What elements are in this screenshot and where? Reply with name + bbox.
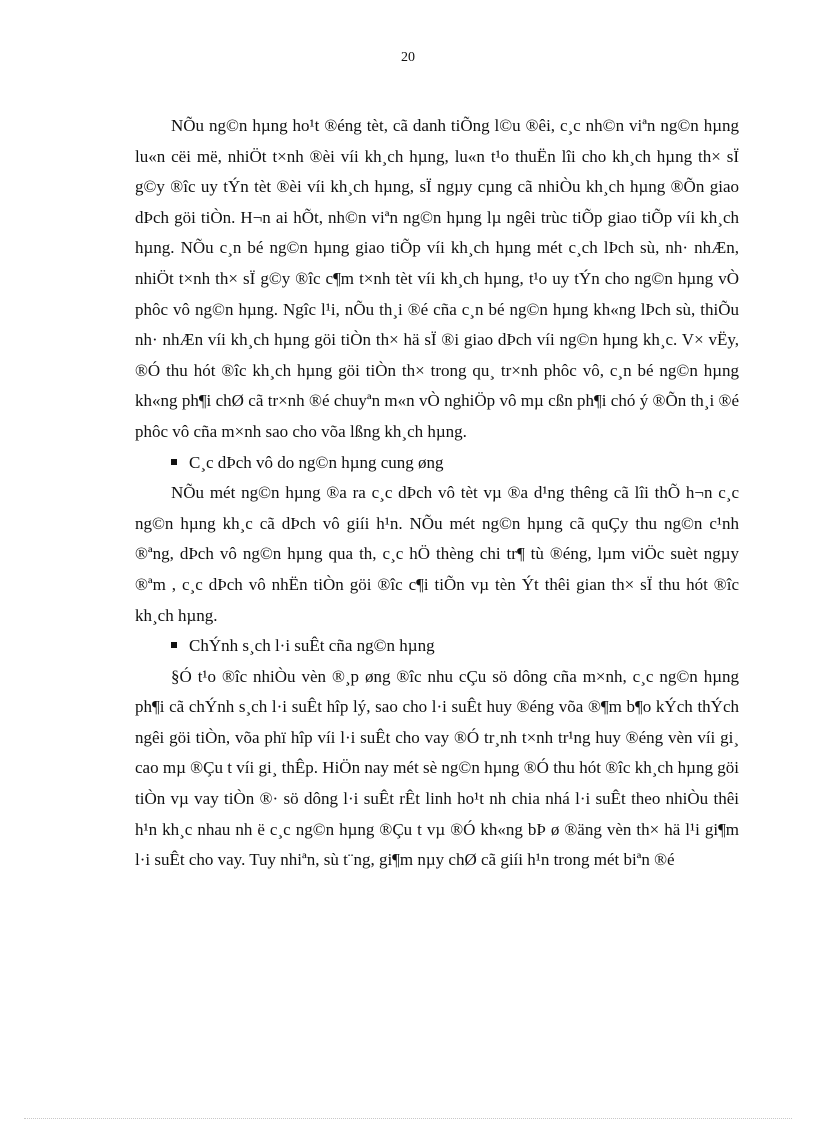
bullet-label: C¸c dÞch vô do ng©n hµng cung øng (189, 452, 444, 472)
page-number: 20 (401, 50, 415, 65)
paragraph-services: NÕu mét ng©n hµng ®a ra c¸c dÞch vô tèt vµ ®a d¹ng thêng cã lîi thÕ h¬n c¸c ng©n hµng kh¸c cã dÞch vô giíi h¹n. NÕu mét ng©n hµng cã quÇy thu ng©n c¹nh ®ªng, dÞch vô ng©n hµng qua th, c¸c hÖ thèng chi tr¶ tù ®éng, lµm viÖc suèt ngµy ®ªm , c¸c dÞch vô nhËn tiÒn göi ®îc c¶i tiÕn vµ tèn Ýt thêi gian th× sÏ thu hót ®îc kh¸ch hµng. (135, 483, 739, 625)
paragraph-interest-policy: §Ó t¹o ®îc nhiÒu vèn ®¸p øng ®îc nhu cÇu sö dông cña m×nh, c¸c ng©n hµng ph¶i cã chÝnh s¸ch l·i suÊt hîp lý, sao cho l·i suÊt huy ®éng võa ®¶m b¶o kÝch thÝch ngêi göi tiÒn, võa phï hîp víi l·i suÊt cho vay ®Ó tr¸nh t×nh tr¹ng huy ®éng vèn víi gi¸ cao mµ ®Çu t víi gi¸ thÊp. HiÖn nay mét sè ng©n hµng ®Ó thu hót ®îc kh¸ch hµng göi tiÒn vµ vay tiÒn ®· sö dông l·i suÊt rÊt linh ho¹t nh chia nhá l·i suÊt theo nhiÒu thêi h¹n kh¸c nhau nh ë c¸c ng©n hµng ®Çu t vµ ®Ó kh«ng bÞ ø ®äng vèn th× hä l¹i gi¶m l·i suÊt cho vay. Tuy nhiªn, sù t¨ng, gi¶m nµy chØ cã giíi h¹n trong mét biªn ®é (135, 666, 739, 870)
document-body (135, 111, 739, 876)
bullet-label: ChÝnh s¸ch l·i suÊt cña ng©n hµng (189, 636, 435, 656)
bullet-item-interest-policy (135, 631, 739, 662)
bullet-item-services (135, 448, 739, 479)
paragraph-staff-attitude: NÕu ng©n hµng ho¹t ®éng tèt, cã danh tiÕng l©u ®êi, c¸c nh©n viªn ng©n hµng lu«n cëi më, nhiÖt t×nh ®èi víi kh¸ch hµng, lu«n t¹o thuËn lîi cho kh¸ch hµng th× sÏ g©y ®îc uy tÝn tèt ®èi víi kh¸ch hµng, sÏ ngµy cµng cã nhiÒu kh¸ch hµng ®Õn giao dÞch göi tiÒn. H¬n ai hÕt, nh©n viªn ng©n hµng lµ ngêi trùc tiÕp giao tiÕp víi kh¸ch hµng. NÕu c¸n bé ng©n hµng giao tiÕp víi kh¸ch hµng mét c¸ch lÞch sù, nh· nhÆn, nhiÖt t×nh th× sÏ g©y ®îc c¶m t×nh tèt víi kh¸ch hµng, t¹o uy tÝn cho ng©n hµng vÒ phôc vô ng©n hµng. Ngîc l¹i, nÕu th¸i ®é cña c¸n bé ng©n hµng kh«ng lÞch sù, thiÕu nh· nhÆn víi kh¸ch hµng göi tiÒn th× hä sÏ ®i giao dÞch víi ng©n hµng kh¸c. V× vËy, ®Ó thu hót ®îc kh¸ch hµng göi tiÒn th× trong qu¸ tr×nh phôc vô, c¸n bé ng©n hµng kh«ng ph¶i chØ cã tr×nh ®é chuyªn m«n vÒ nghiÖp vô mµ cßn ph¶i chó ý ®Õn th¸i ®é phôc vô cña m×nh sao cho võa lßng kh¸ch hµng. (135, 116, 739, 441)
page-bottom-divider (24, 1118, 792, 1119)
square-bullet-icon (171, 459, 177, 465)
square-bullet-icon (171, 642, 177, 648)
